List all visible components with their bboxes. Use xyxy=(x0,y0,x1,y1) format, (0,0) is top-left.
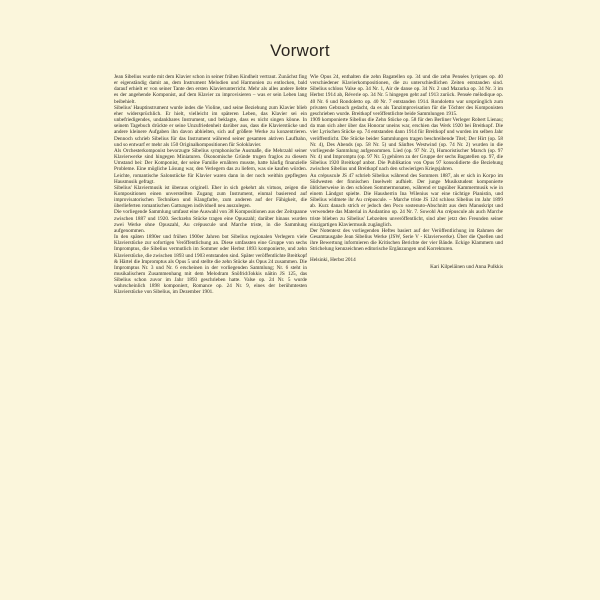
paragraph: Wie Opus 24, enthalten die zehn Bagatellen op. 34 und die zehn Pensées lyriques op. 40 verschiedener Klavierkompositionen, die zu unterschiedlichen Zeiten entstanden sind. Sibelius schloss Valse op. 34 Nr. 1, Air de danse op. 34 Nr. 2 und Mazurka op. 34 Nr. 3 im Herbst 1914 ab, Réverie op. 34 Nr. 5 hingegen geht auf 1913 zurück. Pensée mélodique op. 40 Nr. 6 und Rondoletto op. 40 Nr. 7 entstanden 1914. Rondoletto war ursprünglich zum privaten Gebrauch gedacht, da es als Tanzimprovisation für die Töchter des Komponisten geschrieben wurde. Breitkopf veröffentlichte beide Sammlungen 1915. xyxy=(310,74,503,117)
paragraph: Sibelius' Klaviermusik ist überaus originell. Eher in sich gekehrt als virtuos, zeigen die Kompositionen einen unverstellten Zugang zum Instrument, einmal basierend auf improvisatorischen Techniken und Klangfarbe, zum anderen auf der Fähigkeit, die überlieferten romantischen Gattungen individuell neu auszulegen. xyxy=(114,184,307,210)
paragraph: Als Orchesterkomponist bevorzugte Sibelius symphonische Ausmaße, die Mehrzahl seiner Klavierwerke sind hingegen Miniaturen. Ökonomische Gründe trugen fraglos zu diesem Umstand bei: Der Komponist, der seine Familie ernähren musste, hatte häufig finanzielle Probleme. Eine mögliche Lösung war, den Verlegern das zu liefern, was sie kaufen würden. Leichte, romantische Salonstücke für Klavier waren dann in der noch weithin gepflegten Hausmusik gefragt. xyxy=(114,147,307,185)
paragraph: Sibelius' Hauptinstrument wurde indes die Violine, und seine Beziehung zum Klavier blieb eher widersprüchlich. Er hielt, vielleicht im späteren Leben, das Klavier sei ein unbefriedigendes, undankbares Instrument, und beklagte, dass es nicht singen könne. In seinem Tagebuch drückte er seine Unzufriedenheit darüber aus, dass die Klavierstücke und andere kleinere Aufgaben ihn davon abhielten, sich auf größere Werke zu konzentrieren. Dennoch schrieb Sibelius für das Instrument während seiner gesamten aktiven Laufbahn, und so entwarf er mehr als 150 Originalkompositionen für Soloklavier. xyxy=(114,104,307,148)
paragraph: Die vorliegende Sammlung umfasst eine Auswahl von 38 Kompositionen aus der Zeitspanne zwischen 1887 und 1920. Sechzehn Stücke tragen eine Opuszahl; darüber hinaus wurden zwei Werke ohne Opuszahl, Au crépuscule und Marche triste, in die Sammlung aufgenommen. xyxy=(114,209,307,234)
right-column xyxy=(310,74,503,269)
signature-block xyxy=(310,257,503,269)
paragraph: Der Notentext des vorliegenden Heftes basiert auf der Veröffentlichung im Rahmen der Gesamtausgabe Jean Sibelius Werke (JSW, Serie V - Klavierwerke). Über die Quellen und ihre Bewertung informieren die Kritischen Berichte der vier Bände. Eckige Klammern und Strichelung kennzeichnen editorische Ergänzungen und Korrekturen. xyxy=(310,227,503,253)
paragraph: Jean Sibelius wurde mit dem Klavier schon in seiner frühen Kindheit vertraut. Zunächst fing er eigenständig damit an, dem Instrument Melodien und Harmonien zu entlocken, bald darauf erhielt er von seiner Tante den ersten Klavierunterricht. Mehr als alles andere liebte es der angehende Komponist, auf dem Klavier zu improvisieren – was er sein Leben lang beibehielt. xyxy=(114,74,307,105)
paragraph: Au crépuscule JS 47 schrieb Sibelius während des Sommers 1887, als er sich in Korpo im Südwesten der finnischen Inselwelt aufhielt. Der junge Musikstudent komponierte üblicherweise in den schönen Sommermonaten, während er tagsüber Kammermusik wie in einem Ländgut spielte. Die Hausherrin Ina Wilenius war eine tüchtige Pianistin, und Sibelius widmete ihr Au crépuscule. – Marche triste JS 124 schloss Sibelius im Jahr 1899 ab. Kurz danach strich er jedoch den Poco sostenuto-Abschnitt aus dem Manuskript und verwendete das Material in Andantino op. 24 Nr. 7. Sowohl Au crépuscule als auch Marche triste blieben zu Sibelius' Lebzeiten unveröffentlicht, sind aber jetzt den Freunden seiner einzigartigen Klaviermusik zugänglich. xyxy=(310,172,503,228)
page-title: Vorwort xyxy=(270,41,330,61)
left-column xyxy=(114,74,307,296)
authors: Kari Kilpeläinen und Anna Pulkkis xyxy=(430,263,503,270)
paragraph: 1909 komponierte Sibelius die Zehn Stücke op. 58 für den Berliner Verleger Robert Lienau; da man sich aber über das Honorar uneins war, erschien das Werk 1920 bei Breitkopf. Die vier Lyrischen Stücke op. 74 entstanden dann 1914 für Breitkopf und wurden im selben Jahr veröffentlicht. Die Stücke beider Sammlungen tragen beschreibende Titel; Der Hirt (op. 58 Nr. 4), Des Abends (op. 58 Nr. 5) und Sänftes Westwind (op. 74 Nr. 2) wurden in die vorliegende Sammlung aufgenommen. Lied (op. 97 Nr. 2), Humoristischer Marsch (op. 97 Nr. 4) und Impromptu (op. 97 Nr. 5) gehören zu der Gruppe der sechs Bagatellen op. 97, die Sibelius 1920 Breitkopf anbot. Die Publikation von Opus 97 konsolidierte die Beziehung zwischen Sibelius und Breitkopf nach den schwierigen Kriegsjahren. xyxy=(310,117,503,173)
place-date: Helsinki, Herbst 2014 xyxy=(310,256,356,263)
paragraph: In den späten 1890er und frühen 1900er Jahren bot Sibelius regionalen Verlegern viele Klavierstücke zur sofortigen Veröffentlichung an. Diese umfassten eine Gruppe von sechs Impromptus, die Sibelius vermutlich im Sommer oder Herbst 1893 komponierte, und zehn Klavierstücke, die zwischen 1893 und 1903 entstanden sind. Später veröffentlichte Breitkopf & Härtel die Impromptus als Opus 5 und stellte die zehn Stücke als Opus 24 zusammen. Die Impromptus Nr. 3 und Nr. 6 erscheinen in der vorliegenden Sammlung; Nr. 6 steht in musikalischem Zusammenhang mit dem Melodram Snöfrid/Jokkis näitin JS 125, das Sibelius schon zuvor im Jahr 1893 geschrieben hatte. Valse op. 24 Nr. 5 wurde wahrscheinlich 1898 komponiert, Romance op. 24 Nr. 9, eines der berühmtesten Klavierstücke von Sibelius, im Dezember 1901. xyxy=(114,234,307,296)
